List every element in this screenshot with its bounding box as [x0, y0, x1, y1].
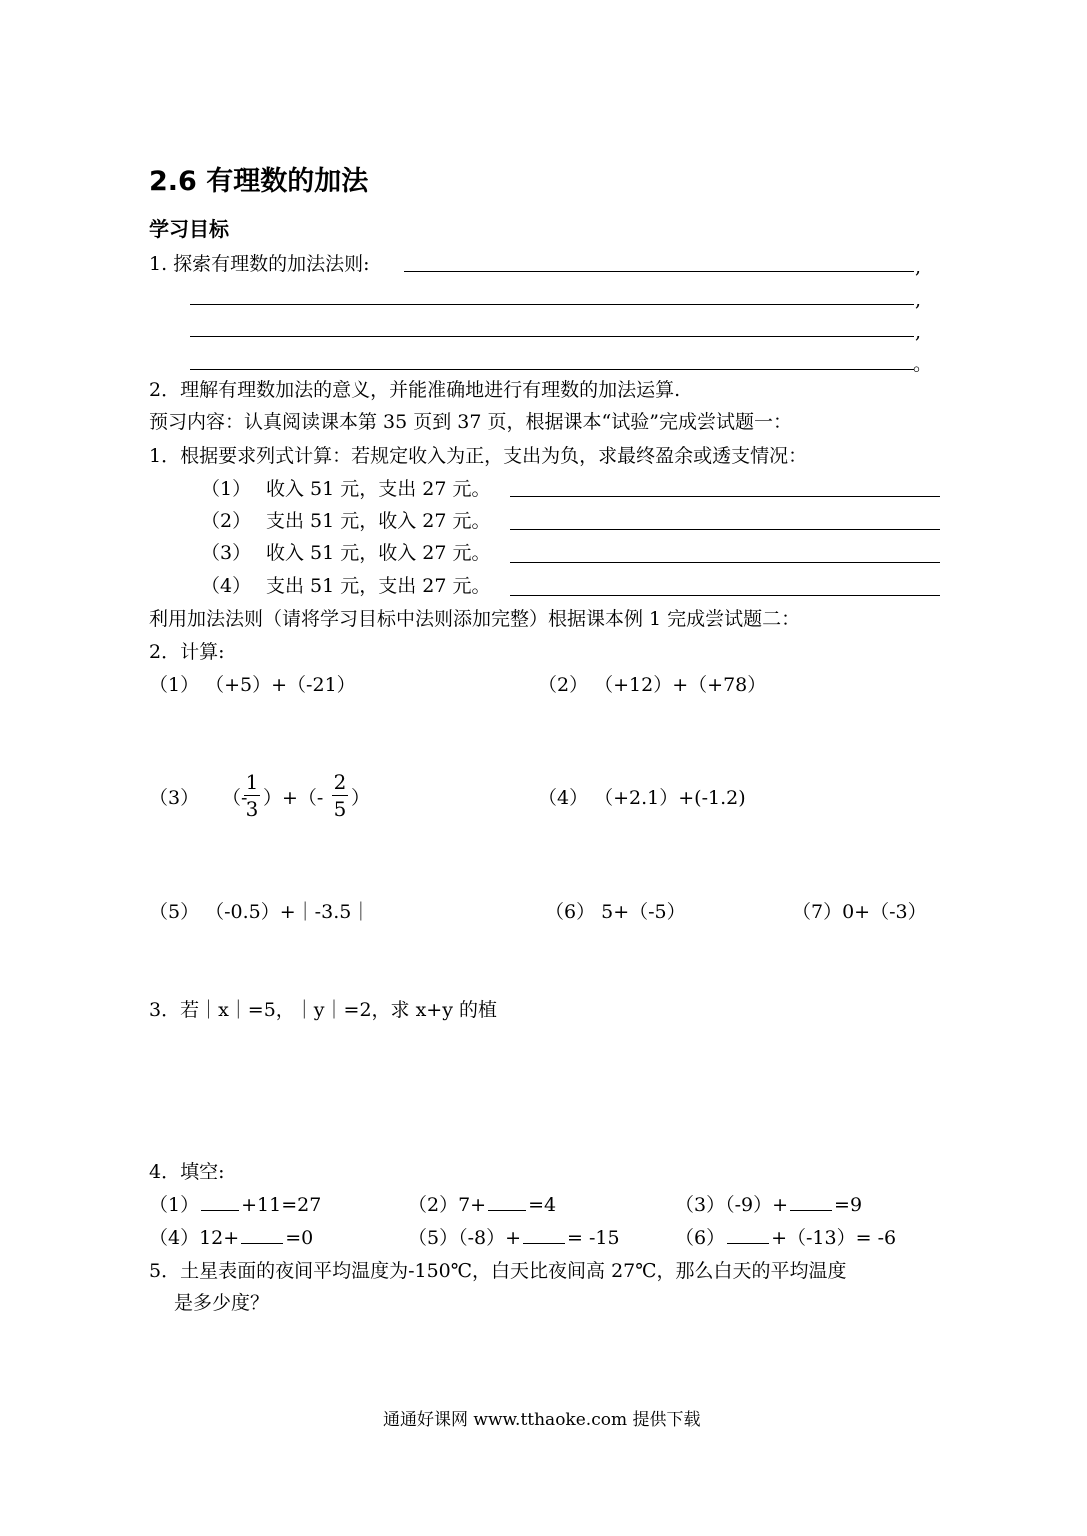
answer-line	[190, 336, 914, 337]
fill-blank-prefix: （6）	[675, 1227, 726, 1249]
fill-blank-prefix: （2）7+	[408, 1194, 487, 1216]
fill-blank-prefix: （4）12+	[149, 1227, 240, 1249]
fill-blank-item	[675, 1229, 896, 1248]
question-4-stem: 4．填空:	[149, 1161, 225, 1183]
fill-blank-suffix: = -15	[567, 1227, 620, 1249]
bridge-text: 利用加法法则（请将学习目标中法则添加完整）根据课本例 1 完成尝试题二：	[149, 608, 801, 630]
question-1-item-text: 支出 51 元，收入 27 元。	[266, 510, 491, 532]
question-2-part-3-close: ）	[351, 787, 371, 809]
answer-line	[190, 369, 914, 370]
fill-blank-item	[408, 1229, 620, 1248]
fill-blank-item	[675, 1196, 862, 1215]
fill-blank-suffix: +（-13）= -6	[771, 1227, 897, 1249]
question-2-part-6: （6） 5+（-5）	[545, 901, 686, 923]
blank-field[interactable]	[790, 1196, 832, 1211]
page-footer: 通通好课网 www.tthaoke.com 提供下载	[383, 1410, 701, 1430]
objective-punct: ,	[915, 289, 922, 311]
question-1-item-number: （2）	[201, 510, 252, 532]
objective-1-text: 1. 探索有理数的加法法则:	[149, 253, 370, 275]
answer-line	[190, 304, 914, 305]
preview-text: 预习内容：认真阅读课本第 35 页到 37 页，根据课本“试验”完成尝试题一：	[149, 411, 792, 433]
fraction-denominator: 5	[333, 797, 347, 821]
fraction-numerator: 1	[245, 770, 259, 794]
question-2-part-4: （4） （+2.1）+(-1.2)	[538, 787, 746, 809]
objective-punct: ,	[915, 321, 922, 343]
fill-blank-suffix: =0	[285, 1227, 314, 1249]
section-heading-objectives: 学习目标	[149, 217, 229, 241]
question-1-item-text: 收入 51 元，收入 27 元。	[266, 542, 491, 564]
answer-line	[510, 529, 940, 530]
answer-line	[510, 595, 940, 596]
question-1-item-text: 支出 51 元，支出 27 元。	[266, 575, 491, 597]
objective-punct: ,	[915, 256, 922, 278]
question-1-item-number: （3）	[201, 542, 252, 564]
objective-2-text: 2．理解有理数加法的意义，并能准确地进行有理数的加法运算.	[149, 379, 681, 401]
fill-blank-item	[149, 1196, 321, 1215]
question-2-part-2: （2） （+12）+（+78）	[538, 674, 767, 696]
question-1-item-number: （1）	[201, 478, 252, 500]
fraction-one-third	[242, 772, 262, 819]
objective-punct: 。	[913, 353, 933, 375]
question-1-stem: 1．根据要求列式计算：若规定收入为正，支出为负，求最终盈余或透支情况：	[149, 445, 808, 467]
fill-blank-suffix: =9	[834, 1194, 863, 1216]
blank-field[interactable]	[488, 1196, 526, 1211]
fraction-denominator: 3	[245, 797, 259, 821]
fill-blank-prefix: （1）	[149, 1194, 200, 1216]
fill-blank-suffix: =4	[528, 1194, 557, 1216]
fill-blank-item	[408, 1196, 556, 1215]
question-2-part-5: （5） （-0.5）+｜-3.5｜	[149, 901, 371, 923]
question-2-stem: 2．计算:	[149, 641, 225, 663]
question-2-part-3-open: （-	[222, 787, 248, 809]
blank-field[interactable]	[727, 1229, 769, 1244]
fill-blank-prefix: （5）（-8）+	[408, 1227, 522, 1249]
fraction-numerator: 2	[333, 770, 347, 794]
answer-line	[404, 271, 914, 272]
page-title: 2.6 有理数的加法	[149, 166, 369, 197]
question-2-part-3-label: （3）	[149, 787, 200, 809]
question-1-item-text: 收入 51 元，支出 27 元。	[266, 478, 491, 500]
answer-line	[510, 496, 940, 497]
fill-blank-item	[149, 1229, 313, 1248]
question-2-part-1: （1） （+5）+（-21）	[149, 674, 356, 696]
blank-field[interactable]	[523, 1229, 565, 1244]
question-5-line-2: 是多少度？	[174, 1292, 270, 1314]
question-1-item-number: （4）	[201, 575, 252, 597]
blank-field[interactable]	[201, 1196, 239, 1211]
blank-field[interactable]	[241, 1229, 283, 1244]
fill-blank-prefix: （3）（-9）+	[675, 1194, 789, 1216]
question-5-line-1: 5．土星表面的夜间平均温度为-150℃，白天比夜间高 27℃，那么白天的平均温度	[149, 1260, 847, 1282]
question-2-part-7: （7）0+（-3）	[792, 901, 927, 923]
fill-blank-suffix: +11=27	[241, 1194, 322, 1216]
question-2-part-3-middle: ）+（-	[263, 787, 324, 809]
answer-line	[510, 562, 940, 563]
fraction-two-fifths	[330, 772, 350, 819]
question-3-text: 3．若｜x｜=5，｜y｜=2，求 x+y 的植	[149, 999, 498, 1021]
